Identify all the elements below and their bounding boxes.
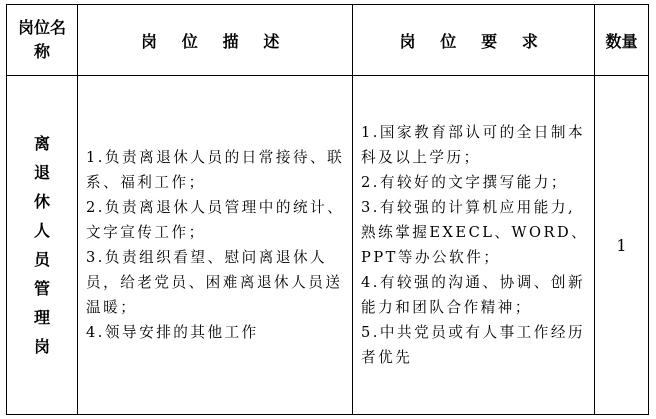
header-position-name: 岗位名称 bbox=[18, 18, 67, 61]
cell-quantity bbox=[595, 76, 648, 414]
header-description: 岗 位 描 述 bbox=[141, 31, 289, 51]
cell-description bbox=[78, 76, 352, 414]
cell-requirements bbox=[353, 76, 594, 414]
cell-position-name bbox=[7, 76, 77, 414]
header-cell-description bbox=[78, 5, 352, 75]
position-name: 离退休人员管理岗 bbox=[33, 134, 50, 356]
header-cell-requirements bbox=[353, 5, 594, 75]
position-quantity: 1 bbox=[616, 235, 627, 255]
header-cell-position-name bbox=[7, 5, 77, 75]
position-description: 1.负责离退休人员的日常接待、联系、福利工作； 2.负责离退休人员管理中的统计、文字宣传工作； 3.负责组织看望、慰问离退休人员，给老党员、困难离退休人员送温暖； 4.领导安排的其他工作 bbox=[86, 149, 345, 341]
header-cell-quantity bbox=[595, 5, 648, 75]
position-table bbox=[6, 4, 649, 415]
header-requirements: 岗 位 要 求 bbox=[399, 31, 548, 51]
position-requirements: 1.国家教育部认可的全日制本科及以上学历； 2.有较好的文字撰写能力； 3.有较强的计算机应用能力,熟练掌握EXECL、WORD、PPT等办公软件； 4.有较强的沟通、协调、创新能力和团队合作精神； 5.中共党员或有人事工作经历者优先 bbox=[361, 124, 589, 366]
header-quantity: 数量 bbox=[605, 31, 638, 51]
